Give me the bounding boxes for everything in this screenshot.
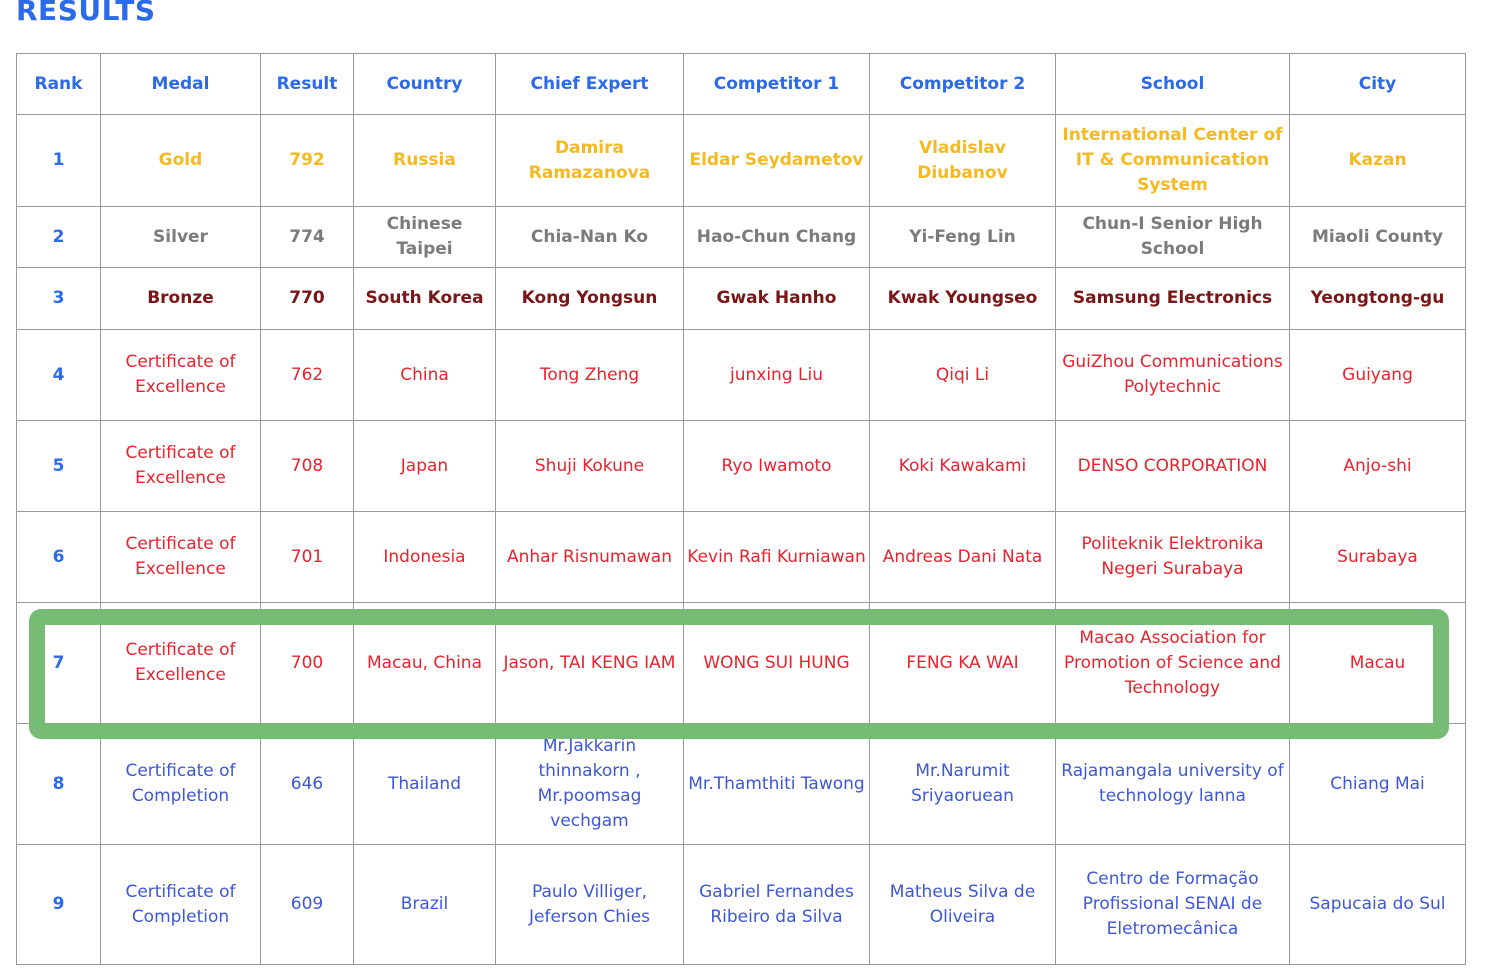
country-cell: South Korea: [354, 268, 496, 330]
city-cell: Macau: [1290, 603, 1466, 724]
chief-expert-cell: Paulo Villiger, Jeferson Chies: [496, 845, 684, 965]
column-header-city: City: [1290, 54, 1466, 115]
competitor-1-cell: Eldar Seydametov: [684, 115, 870, 207]
competitor-1-cell: Kevin Rafi Kurniawan: [684, 512, 870, 603]
rank-cell: 3: [17, 268, 101, 330]
result-cell: 792: [261, 115, 354, 207]
results-table: [16, 53, 1466, 965]
result-cell: 770: [261, 268, 354, 330]
school-cell: Macao Association for Promotion of Science and Technology: [1056, 603, 1290, 724]
rank-cell: 4: [17, 330, 101, 421]
rank-cell: 8: [17, 724, 101, 845]
city-cell: Anjo-shi: [1290, 421, 1466, 512]
medal-cell: Certificate of Excellence: [101, 421, 261, 512]
medal-cell: Silver: [101, 207, 261, 268]
table-row: [17, 724, 1466, 845]
city-cell: Kazan: [1290, 115, 1466, 207]
chief-expert-cell: Chia-Nan Ko: [496, 207, 684, 268]
chief-expert-cell: Kong Yongsun: [496, 268, 684, 330]
competitor-2-cell: Qiqi Li: [870, 330, 1056, 421]
column-header-school: School: [1056, 54, 1290, 115]
chief-expert-cell: Tong Zheng: [496, 330, 684, 421]
chief-expert-cell: Mr.Jakkarin thinnakorn , Mr.poomsag vechgam: [496, 724, 684, 845]
table-row: [17, 421, 1466, 512]
city-cell: Miaoli County: [1290, 207, 1466, 268]
result-cell: 774: [261, 207, 354, 268]
header-row: [17, 54, 1466, 115]
rank-cell: 2: [17, 207, 101, 268]
chief-expert-cell: Jason, TAI KENG IAM: [496, 603, 684, 724]
result-cell: 646: [261, 724, 354, 845]
medal-cell: Gold: [101, 115, 261, 207]
column-header-medal: Medal: [101, 54, 261, 115]
school-cell: Samsung Electronics: [1056, 268, 1290, 330]
city-cell: Surabaya: [1290, 512, 1466, 603]
medal-cell: Certificate of Excellence: [101, 512, 261, 603]
competitor-1-cell: junxing Liu: [684, 330, 870, 421]
competitor-2-cell: Vladislav Diubanov: [870, 115, 1056, 207]
result-cell: 700: [261, 603, 354, 724]
medal-cell: Certificate of Completion: [101, 724, 261, 845]
chief-expert-cell: Shuji Kokune: [496, 421, 684, 512]
column-header-competitor-2: Competitor 2: [870, 54, 1056, 115]
competitor-2-cell: Matheus Silva de Oliveira: [870, 845, 1056, 965]
table-row: [17, 330, 1466, 421]
chief-expert-cell: Damira Ramazanova: [496, 115, 684, 207]
rank-cell: 7: [17, 603, 101, 724]
country-cell: Chinese Taipei: [354, 207, 496, 268]
table-row: [17, 207, 1466, 268]
table-row: [17, 845, 1466, 965]
country-cell: Russia: [354, 115, 496, 207]
competitor-2-cell: Kwak Youngseo: [870, 268, 1056, 330]
country-cell: Japan: [354, 421, 496, 512]
competitor-2-cell: Koki Kawakami: [870, 421, 1056, 512]
rank-cell: 9: [17, 845, 101, 965]
country-cell: Macau, China: [354, 603, 496, 724]
table-row-highlighted: [17, 603, 1466, 724]
result-cell: 609: [261, 845, 354, 965]
city-cell: Chiang Mai: [1290, 724, 1466, 845]
rank-cell: 6: [17, 512, 101, 603]
school-cell: DENSO CORPORATION: [1056, 421, 1290, 512]
page-title: RESULTS: [16, 0, 156, 27]
competitor-2-cell: Mr.Narumit Sriyaoruean: [870, 724, 1056, 845]
school-cell: GuiZhou Communications Polytechnic: [1056, 330, 1290, 421]
result-cell: 701: [261, 512, 354, 603]
column-header-chief-expert: Chief Expert: [496, 54, 684, 115]
medal-cell: Certificate of Completion: [101, 845, 261, 965]
table-row: [17, 115, 1466, 207]
competitor-1-cell: Gwak Hanho: [684, 268, 870, 330]
result-cell: 708: [261, 421, 354, 512]
result-cell: 762: [261, 330, 354, 421]
country-cell: China: [354, 330, 496, 421]
column-header-country: Country: [354, 54, 496, 115]
school-cell: Politeknik Elektronika Negeri Surabaya: [1056, 512, 1290, 603]
table-next-row-edge: [16, 964, 1465, 973]
competitor-2-cell: FENG KA WAI: [870, 603, 1056, 724]
rank-cell: 5: [17, 421, 101, 512]
column-header-competitor-1: Competitor 1: [684, 54, 870, 115]
city-cell: Sapucaia do Sul: [1290, 845, 1466, 965]
competitor-1-cell: Mr.Thamthiti Tawong: [684, 724, 870, 845]
competitor-1-cell: Gabriel Fernandes Ribeiro da Silva: [684, 845, 870, 965]
school-cell: Centro de Formação Profissional SENAI de Eletromecânica: [1056, 845, 1290, 965]
city-cell: Guiyang: [1290, 330, 1466, 421]
rank-cell: 1: [17, 115, 101, 207]
country-cell: Indonesia: [354, 512, 496, 603]
city-cell: Yeongtong-gu: [1290, 268, 1466, 330]
competitor-1-cell: Hao-Chun Chang: [684, 207, 870, 268]
country-cell: Thailand: [354, 724, 496, 845]
medal-cell: Certificate of Excellence: [101, 330, 261, 421]
school-cell: Chun-I Senior High School: [1056, 207, 1290, 268]
medal-cell: Bronze: [101, 268, 261, 330]
column-header-rank: Rank: [17, 54, 101, 115]
competitor-1-cell: Ryo Iwamoto: [684, 421, 870, 512]
medal-cell: Certificate of Excellence: [101, 603, 261, 724]
competitor-1-cell: WONG SUI HUNG: [684, 603, 870, 724]
country-cell: Brazil: [354, 845, 496, 965]
competitor-2-cell: Andreas Dani Nata: [870, 512, 1056, 603]
competitor-2-cell: Yi-Feng Lin: [870, 207, 1056, 268]
school-cell: International Center of IT & Communication System: [1056, 115, 1290, 207]
table-row: [17, 268, 1466, 330]
chief-expert-cell: Anhar Risnumawan: [496, 512, 684, 603]
table-row: [17, 512, 1466, 603]
column-header-result: Result: [261, 54, 354, 115]
school-cell: Rajamangala university of technology lanna: [1056, 724, 1290, 845]
